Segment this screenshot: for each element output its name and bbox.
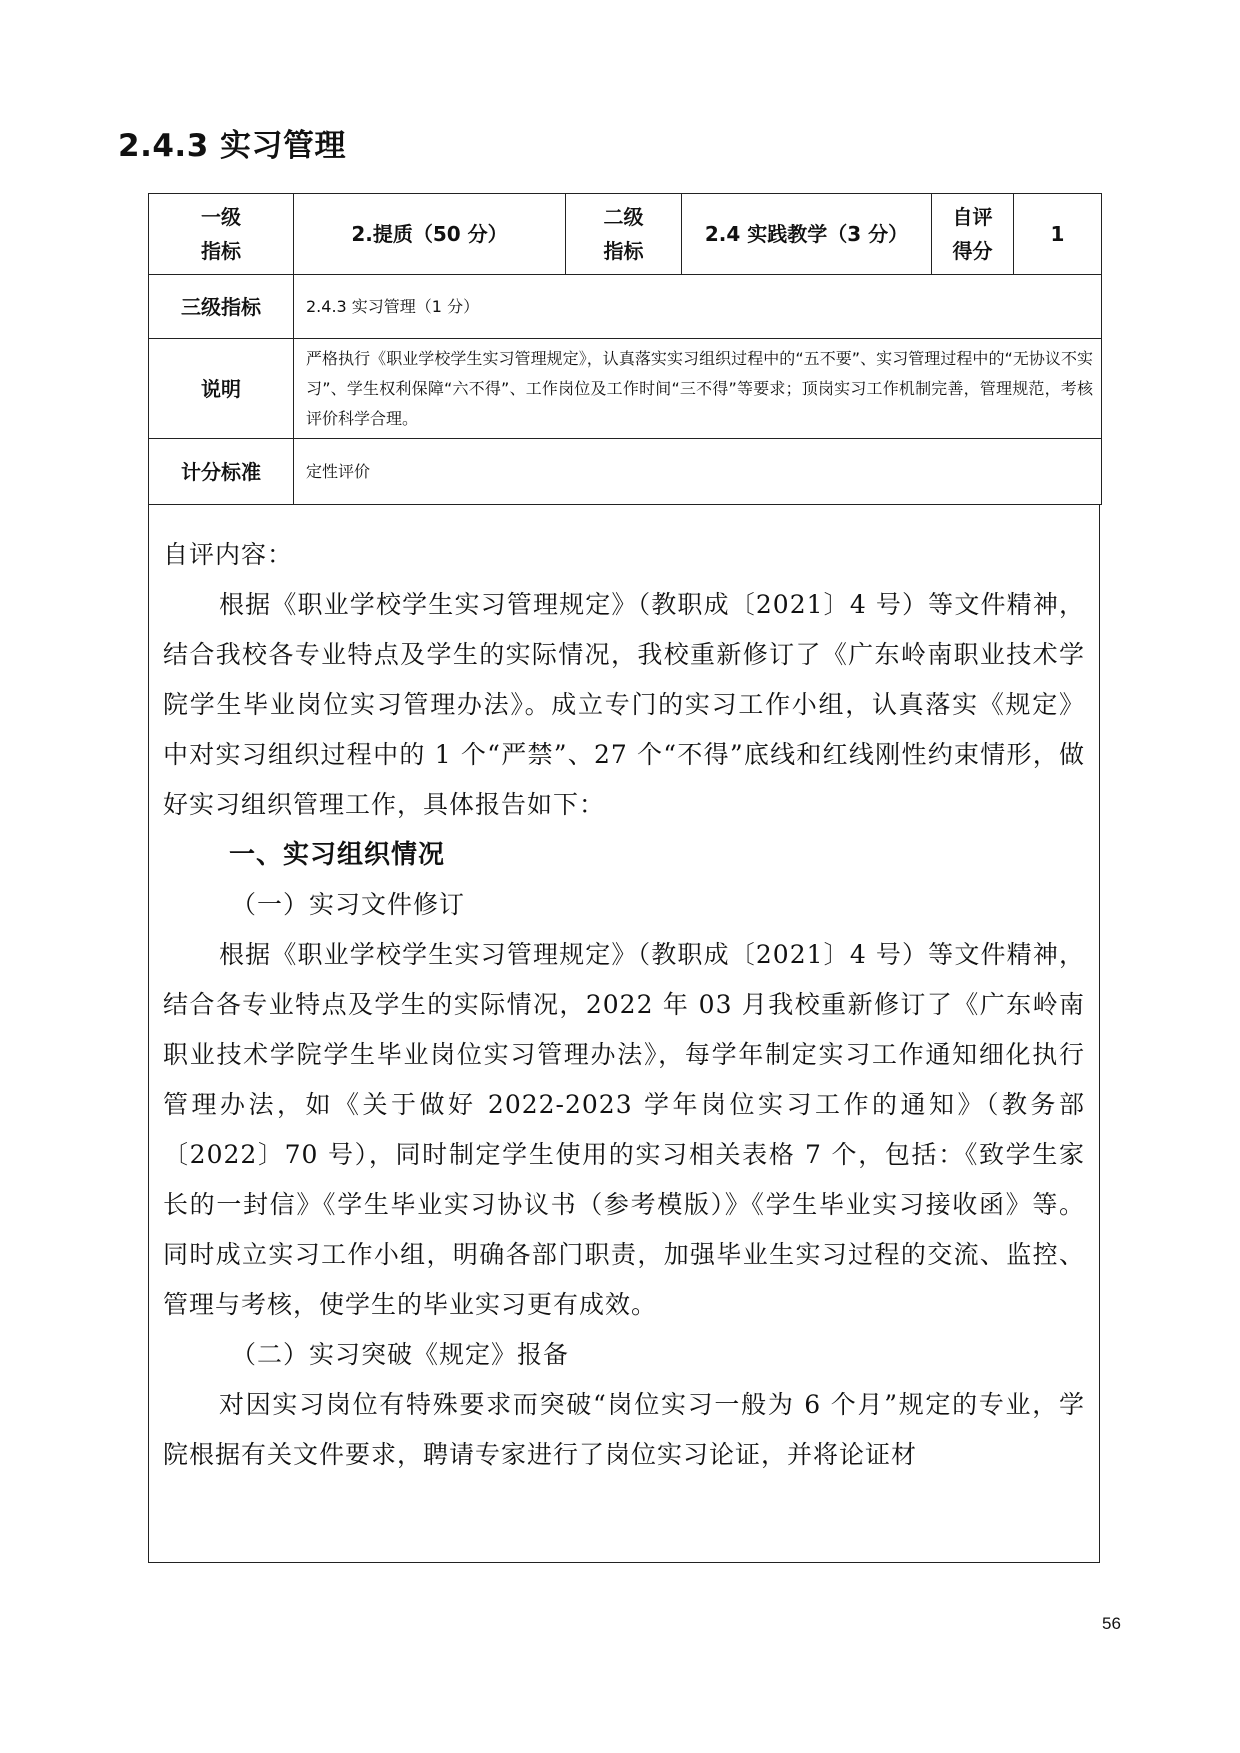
level1-label-line2: 指标 (201, 239, 241, 263)
table-row (149, 194, 1102, 275)
scoring-label: 计分标准 (149, 439, 294, 505)
level2-label-line2: 指标 (603, 239, 644, 263)
section-title: 2.4.3 实习管理 (118, 128, 347, 164)
self-score-value: 1 (1014, 194, 1102, 275)
heading-organization: 一、实习组织情况 (229, 840, 446, 870)
page-number: 56 (1102, 1614, 1121, 1633)
table-row (149, 339, 1102, 439)
description-label: 说明 (149, 339, 294, 439)
scoring-value: 定性评价 (294, 439, 1102, 505)
description-value: 严格执行《职业学校学生实习管理规定》，认真落实实习组织过程中的“五不要”、实习管理过程中的“无协议不实习”、学生权利保障“六不得”、工作岗位及工作时间“三不得”等要求；顶岗实习工作机制完善，管理规范，考核评价科学合理。 (294, 339, 1102, 439)
level1-value: 2.提质（50 分） (294, 194, 566, 275)
paragraph: 根据《职业学校学生实习管理规定》（教职成〔2021〕4 号）等文件精神，结合我校各专业特点及学生的实际情况，我校重新修订了《广东岭南职业技术学院学生毕业岗位实习管理办法》。成立专门的实习工作小组，认真落实《规定》中对实习组织过程中的 1 个“严禁”、27 个“不得”底线和红线刚性约束情形，做好实习组织管理工作，具体报告如下： (163, 590, 1085, 819)
paragraph: 根据《职业学校学生实习管理规定》（教职成〔2021〕4 号）等文件精神，结合各专业特点及学生的实际情况，2022 年 03 月我校重新修订了《广东岭南职业技术学院学生毕业岗位实习管理办法》，每学年制定实习工作通知细化执行管理办法，如《关于做好 2022-2023 学年岗位实习工作的通知》（教务部〔2022〕70 号），同时制定学生使用的实习相关表格 7 个，包括：《致学生家长的一封信》《学生毕业实习协议书（参考模版）》《学生毕业实习接收函》等。同时成立实习工作小组，明确各部门职责，加强毕业生实习过程的交流、监控、管理与考核，使学生的毕业实习更有成效。 (163, 940, 1085, 1319)
self-score-label-line2: 得分 (952, 239, 993, 263)
indicator-table (148, 193, 1102, 505)
level1-label-line1: 一级 (201, 205, 241, 229)
table-row (149, 275, 1102, 339)
paragraph: 对因实习岗位有特殊要求而突破“岗位实习一般为 6 个月”规定的专业，学院根据有关文件要求，聘请专家进行了岗位实习论证，并将论证材 (163, 1390, 1085, 1469)
level2-value: 2.4 实践教学（3 分） (682, 194, 932, 275)
level2-label-line1: 二级 (603, 205, 644, 229)
subheading-filing: （二）实习突破《规定》报备 (231, 1340, 570, 1369)
level3-label: 三级指标 (149, 275, 294, 339)
self-score-label-line1: 自评 (952, 205, 993, 229)
self-evaluation-content (149, 504, 1099, 1480)
level1-label (149, 194, 294, 275)
level3-value: 2.4.3 实习管理（1 分） (294, 275, 1102, 339)
self-evaluation-box (148, 504, 1100, 1563)
table-row (149, 439, 1102, 505)
self-score-label (932, 194, 1014, 275)
level2-label (566, 194, 682, 275)
intro-label: 自评内容： (163, 540, 294, 569)
subheading-documents: （一）实习文件修订 (231, 890, 466, 919)
